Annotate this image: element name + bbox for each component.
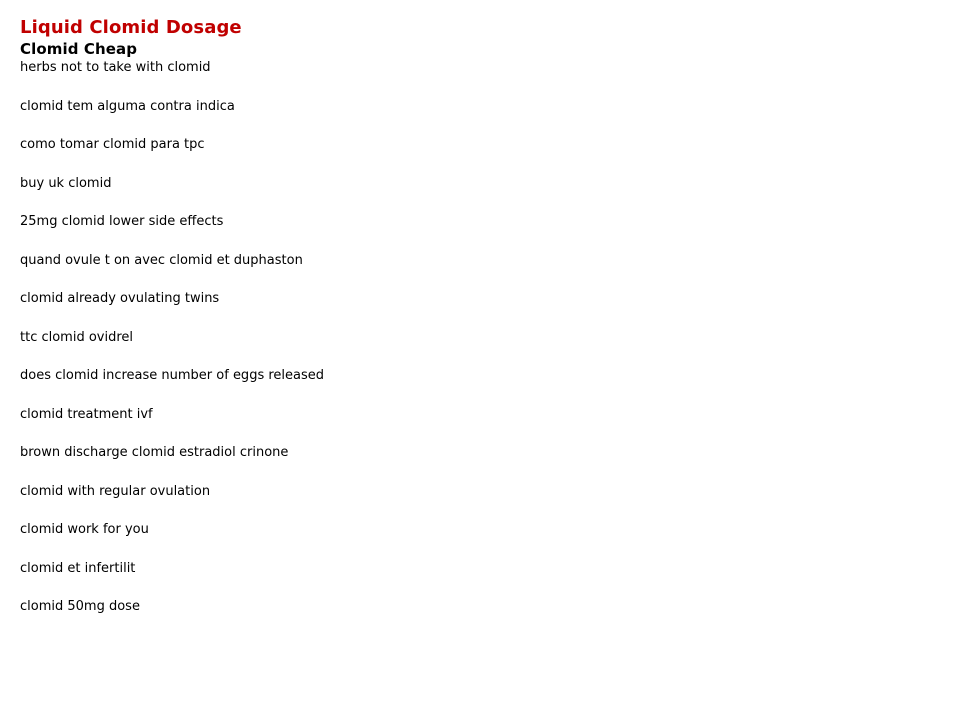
list-item: herbs not to take with clomid bbox=[20, 60, 211, 75]
list-item: 25mg clomid lower side effects bbox=[20, 214, 224, 229]
list-item: clomid tem alguma contra indica bbox=[20, 98, 235, 114]
list-item: does clomid increase number of eggs released bbox=[20, 368, 325, 383]
list-item: clomid already ovulating twins bbox=[20, 291, 220, 306]
page-subtitle: Clomid Cheap bbox=[20, 40, 138, 58]
list-item: como tomar clomid para tpc bbox=[20, 137, 205, 152]
document-page bbox=[20, 17, 920, 637]
list-item: ttc clomid ovidrel bbox=[20, 329, 134, 345]
list-item: clomid 50mg dose bbox=[20, 599, 140, 614]
list-item: clomid work for you bbox=[20, 522, 149, 537]
list-item: brown discharge clomid estradiol crinone bbox=[20, 445, 289, 460]
list-item: quand ovule t on avec clomid et duphaston bbox=[20, 252, 303, 268]
list-item: clomid with regular ovulation bbox=[20, 483, 211, 499]
page-title: Liquid Clomid Dosage bbox=[20, 17, 242, 38]
list-item: clomid et infertilit bbox=[20, 560, 136, 576]
keyword-list bbox=[20, 59, 920, 637]
list-item: clomid treatment ivf bbox=[20, 406, 153, 422]
list-item: buy uk clomid bbox=[20, 175, 112, 191]
